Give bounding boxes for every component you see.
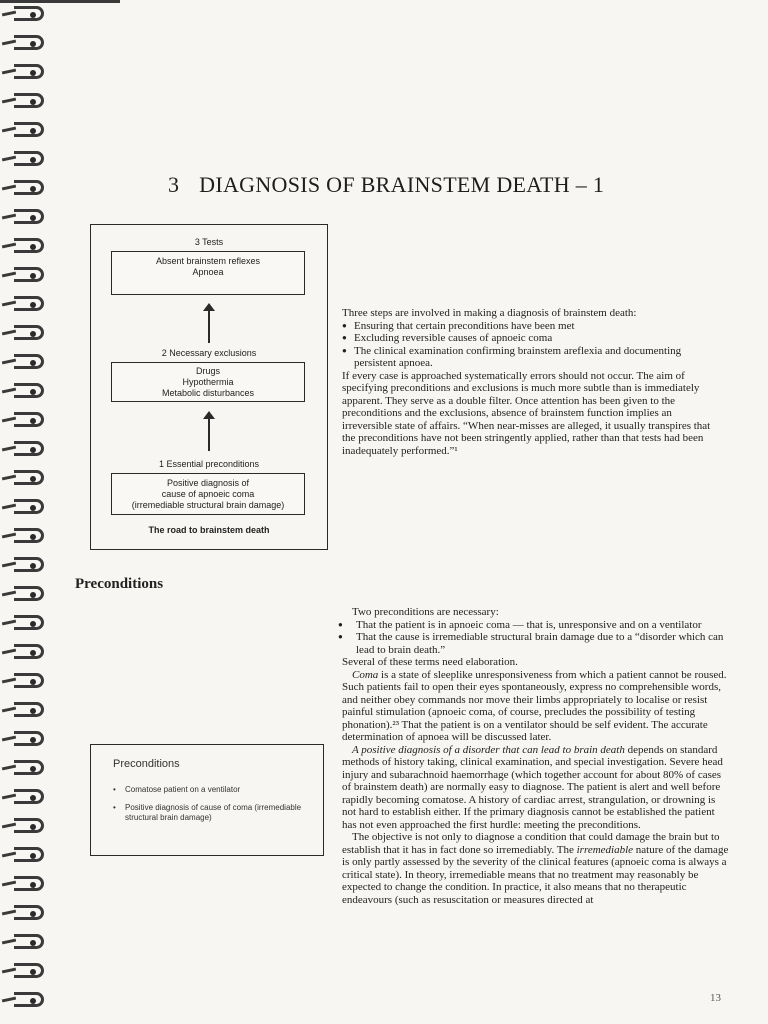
- binding-ring: [14, 93, 44, 108]
- binding-ring: [14, 209, 44, 224]
- step-1-label: 1 Essential preconditions: [158, 459, 260, 469]
- list-item: • Positive diagnosis of cause of coma (irremediable structural brain damage): [113, 803, 313, 823]
- preconditions-summary-box: [90, 744, 324, 856]
- binding-ring: [14, 586, 44, 601]
- step-3-label: 3 Tests: [194, 237, 224, 247]
- binding-ring: [14, 760, 44, 775]
- positive-diagnosis-paragraph: [342, 744, 732, 832]
- preconditions-lead: Two preconditions are necessary:: [352, 606, 499, 618]
- step-2-box: [111, 362, 305, 402]
- elaboration-line: Several of these terms need elaboration.: [342, 656, 518, 668]
- binding-ring: [14, 151, 44, 166]
- page-number: 13: [710, 992, 721, 1004]
- binding-ring: [14, 267, 44, 282]
- binding-ring: [14, 644, 44, 659]
- step-3-line: Absent brainstem reflexes: [155, 256, 261, 266]
- list-item: • Comatose patient on a ventilator: [113, 785, 313, 795]
- binding-ring: [14, 847, 44, 862]
- binding-ring: [14, 731, 44, 746]
- binding-ring: [14, 673, 44, 688]
- list-item: ● That the cause is irremediable structural brain damage due to a “disorder which can lead to brain death.”: [342, 631, 732, 656]
- intro-text: [342, 307, 724, 457]
- binding-ring: [14, 789, 44, 804]
- intro-lead: Three steps are involved in making a diagnosis of brainstem death:: [342, 307, 637, 319]
- step-3-line: Apnoea: [192, 267, 224, 277]
- binding-ring: [14, 64, 44, 79]
- binding-ring: [14, 354, 44, 369]
- intro-bullet-list: [342, 320, 724, 370]
- binding-ring: [14, 180, 44, 195]
- up-arrow-icon: [208, 417, 210, 451]
- step-1-line: (irremediable structural brain damage): [131, 500, 285, 510]
- up-arrow-icon: [208, 309, 210, 343]
- summary-box-title: Preconditions: [113, 758, 180, 770]
- step-2-label: 2 Necessary exclusions: [161, 348, 257, 358]
- road-to-brainstem-death-figure: [90, 224, 328, 550]
- binding-ring: [14, 702, 44, 717]
- chapter-number: 3: [168, 172, 180, 197]
- list-item: ● Ensuring that certain preconditions have been met: [342, 320, 724, 333]
- objective-text-a: The objective is not only to diagnose a condition that could damage the brain but to establish that it has in fact done so irremediably. The: [342, 831, 720, 856]
- binding-ring: [14, 557, 44, 572]
- positive-diagnosis-term: A positive diagnosis of a disorder that can lead to brain death: [352, 743, 625, 756]
- intro-paragraph: If every case is approached systematically errors should not occur. The aim of specifying preconditions and exclusions is much more subtle than is immediately apparent. They serve as a double filter. Once attention has been given to the preconditions and the exclusions, absence of brainstem function implies an irreversible state of affairs. “When near-misses are alleged, it usually transpires that the preconditions have not been stringently applied, rather than that tests had been inadequately performed.”¹: [342, 369, 711, 457]
- preconditions-bullet-list: [342, 619, 732, 657]
- binding-ring: [14, 499, 44, 514]
- binding-ring: [14, 528, 44, 543]
- preconditions-text: [342, 606, 732, 906]
- binding-ring: [14, 992, 44, 1007]
- irremediable-term: irremediable: [576, 843, 634, 856]
- coma-paragraph: [342, 669, 732, 744]
- step-2-line: Drugs: [195, 366, 220, 376]
- binding-ring: [14, 412, 44, 427]
- objective-paragraph: [342, 831, 732, 906]
- binding-ring: [14, 122, 44, 137]
- summary-list: [113, 785, 313, 831]
- step-1-line: Positive diagnosis of: [166, 478, 250, 488]
- binding-ring: [14, 876, 44, 891]
- step-3-box: [111, 251, 305, 295]
- binding-ring: [14, 470, 44, 485]
- chapter-title-text: DIAGNOSIS OF BRAINSTEM DEATH – 1: [199, 172, 605, 197]
- step-1-line: cause of apnoeic coma: [161, 489, 255, 499]
- section-heading-preconditions: Preconditions: [75, 576, 164, 592]
- spiral-binding: [0, 0, 60, 1024]
- list-item: ● Excluding reversible causes of apnoeic coma: [342, 332, 724, 345]
- list-item: ● The clinical examination confirming brainstem areflexia and documenting persistent apnoea.: [342, 345, 724, 370]
- binding-ring: [14, 6, 44, 21]
- binding-ring: [14, 615, 44, 630]
- binding-ring: [14, 238, 44, 253]
- binding-ring: [14, 934, 44, 949]
- coma-paragraph-text: is a state of sleeplike unresponsiveness from which a patient cannot be roused. Such patients fail to open their eyes spontaneously, express no comprehensible words, and neither obey commands nor move their limbs appropriately to localise or resist painful stimulation (apnoeic coma, of course, precludes the possibility of testing phonation).²³ That the patient is on a ventilator should be self evident. The accurate determination of apnoea will be discussed later.: [342, 668, 727, 743]
- figure-caption: The road to brainstem death: [148, 525, 270, 535]
- step-1-box: [111, 473, 305, 515]
- coma-term: Coma: [352, 668, 379, 681]
- binding-ring: [14, 441, 44, 456]
- step-2-line: Metabolic disturbances: [161, 388, 255, 398]
- binding-ring: [14, 818, 44, 833]
- binding-ring: [14, 905, 44, 920]
- binding-ring: [14, 325, 44, 340]
- step-2-line: Hypothermia: [182, 377, 234, 387]
- binding-ring: [14, 296, 44, 311]
- chapter-title: [168, 172, 668, 198]
- binding-ring: [14, 35, 44, 50]
- objective-text-b: nature of the damage is only partly assessed by the severity of the clinical features (apnoeic coma is always a critical state). In theory, irremediable means that no treatment may reasonably be expected to change the condition. In practice, it also means that no therapeutic endeavours (such as resuscitation or measures directed at: [342, 843, 729, 906]
- binding-ring: [14, 963, 44, 978]
- list-item: ● That the patient is in apnoeic coma — that is, unresponsive and on a ventilator: [342, 619, 732, 632]
- positive-diagnosis-text: depends on standard methods of history taking, clinical examination, and special investigation. Severe head injury and subarachnoid haemorrhage (which together account for about 80% of cases of brainstem death) are normally easy to diagnose. The patient is alert and well before rapidly becoming comatose. A history of cardiac arrest, strangulation, or drowning is not hard to establish either. If the primary diagnosis cannot be established the patient has not even approached the first hurdle: meeting the preconditions.: [342, 743, 723, 831]
- binding-ring: [14, 383, 44, 398]
